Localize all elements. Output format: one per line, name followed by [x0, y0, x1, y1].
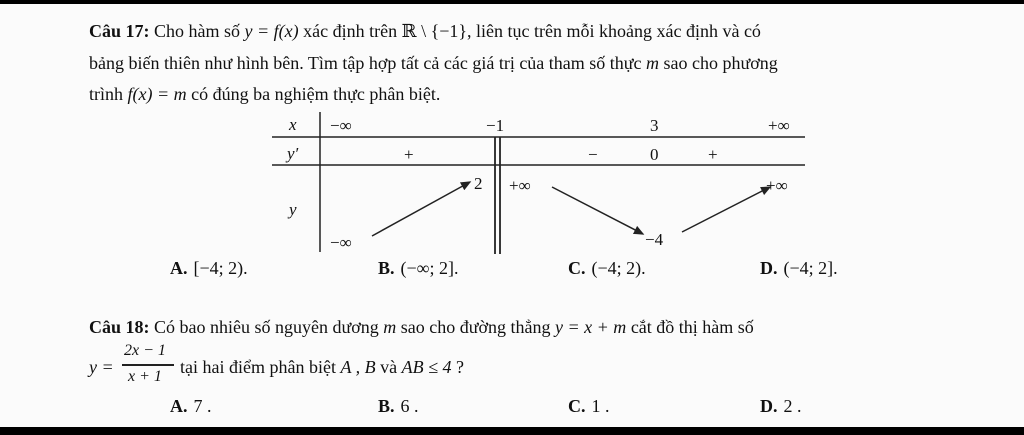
q18-denominator: x + 1 [128, 368, 162, 385]
q17-option-b[interactable]: B. (−∞; 2]. [378, 258, 459, 278]
q17-domain: ℝ \ {−1} [401, 21, 468, 41]
row-yprime-label: y′ [287, 144, 299, 163]
q17-option-c[interactable]: C. (−4; 2). [568, 258, 646, 278]
q18-param: m [383, 317, 397, 337]
q17-option-d[interactable]: D. (−4; 2]. [760, 258, 838, 278]
q18-text: Có bao nhiêu số nguyên dương [154, 317, 379, 337]
x-minus-one: −1 [486, 116, 505, 135]
arrow-increase-2 [682, 187, 770, 232]
sign-plus-2: + [708, 145, 718, 164]
q17-text: trình [89, 84, 123, 104]
q17-text: có đúng ba nghiệm thực phân biệt. [191, 84, 441, 104]
q18-option-c[interactable]: C. 1 . [568, 396, 610, 416]
q18-text: và [380, 357, 398, 377]
q18-qmark: ? [456, 357, 464, 377]
q18-points: A , B [340, 357, 376, 377]
q17-equation: f(x) = m [127, 84, 187, 104]
sign-plus-1: + [404, 145, 414, 164]
q18-option-d[interactable]: D. 2 . [760, 396, 802, 416]
q17-param: m [646, 53, 660, 73]
q17-text: Cho hàm số [154, 21, 241, 41]
row-y-label: y [289, 200, 297, 219]
q18-line1 [89, 316, 754, 338]
q17-option-a[interactable]: A. [−4; 2). [170, 258, 248, 278]
q18-text: tại hai điểm phân biệt [180, 357, 336, 377]
q17-text: bảng biến thiên như hình bên. Tìm tập hợp tất cả các giá trị của tham số thực [89, 53, 642, 73]
q18-line2 [180, 356, 464, 378]
sign-zero: 0 [650, 145, 659, 164]
x-neg-inf: −∞ [330, 116, 352, 135]
q18-option-a[interactable]: A. 7 . [170, 396, 212, 416]
q18-numerator: 2x − 1 [124, 342, 166, 359]
q18-condition: AB ≤ 4 [401, 357, 452, 377]
y-minus-four: −4 [645, 230, 664, 249]
y-neg-inf: −∞ [330, 233, 352, 252]
row-x-label: x [289, 115, 297, 134]
q17-text: , liên tục trên mỗi khoảng xác định và có [467, 21, 761, 41]
q17-text: xác định trên [303, 21, 398, 41]
sign-minus: − [588, 145, 598, 164]
bottom-border [0, 427, 1024, 435]
q18-text: cắt đồ thị hàm số [630, 317, 754, 337]
q17-func: y = f(x) [244, 21, 299, 41]
y-two: 2 [474, 174, 483, 193]
x-three: 3 [650, 116, 659, 135]
q17-label: Câu 17: [89, 21, 150, 41]
document-page [0, 4, 1024, 427]
q18-y-eq: y = [89, 357, 114, 377]
q18-text: sao cho đường thẳng [400, 317, 551, 337]
arrow-increase-1 [372, 182, 470, 236]
y-pos-inf-right: +∞ [509, 176, 531, 195]
arrow-decrease [552, 187, 643, 234]
q18-option-b[interactable]: B. 6 . [378, 396, 419, 416]
fraction-bar [122, 364, 174, 366]
x-pos-inf: +∞ [768, 116, 790, 135]
q18-label: Câu 18: [89, 317, 150, 337]
q17-text: sao cho phương [663, 53, 778, 73]
y-pos-inf-end: +∞ [766, 176, 788, 195]
q18-line-eq: y = x + m [555, 317, 627, 337]
